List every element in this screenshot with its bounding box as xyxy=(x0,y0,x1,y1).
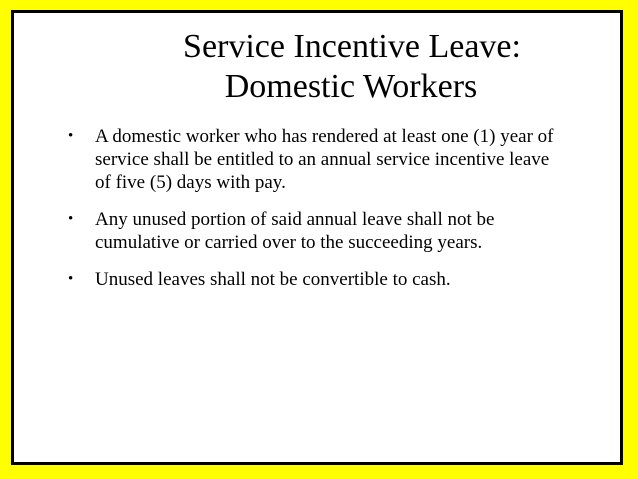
slide-title-line-2: Domestic Workers xyxy=(224,68,478,105)
bullet-text: A domestic worker who has rendered at least one (1) year of service shall be entitled to an annual service incentive leave of five (5) days with pay. xyxy=(95,126,554,193)
slide xyxy=(11,10,623,465)
bullet-dot-icon: • xyxy=(68,211,74,227)
bullet-item xyxy=(68,125,568,194)
bullet-dot-icon: • xyxy=(68,128,74,144)
bullet-item xyxy=(68,208,568,254)
bullet-item xyxy=(68,268,568,291)
bullet-dot-icon: • xyxy=(68,271,74,287)
slide-title-line-1: Service Incentive Leave: xyxy=(183,28,521,65)
slide-title xyxy=(14,27,620,107)
bullet-list xyxy=(68,125,568,305)
bullet-text: Unused leaves shall not be convertible to cash. xyxy=(95,269,451,290)
bullet-text: Any unused portion of said annual leave shall not be cumulative or carried over to the succeeding years. xyxy=(95,209,495,253)
